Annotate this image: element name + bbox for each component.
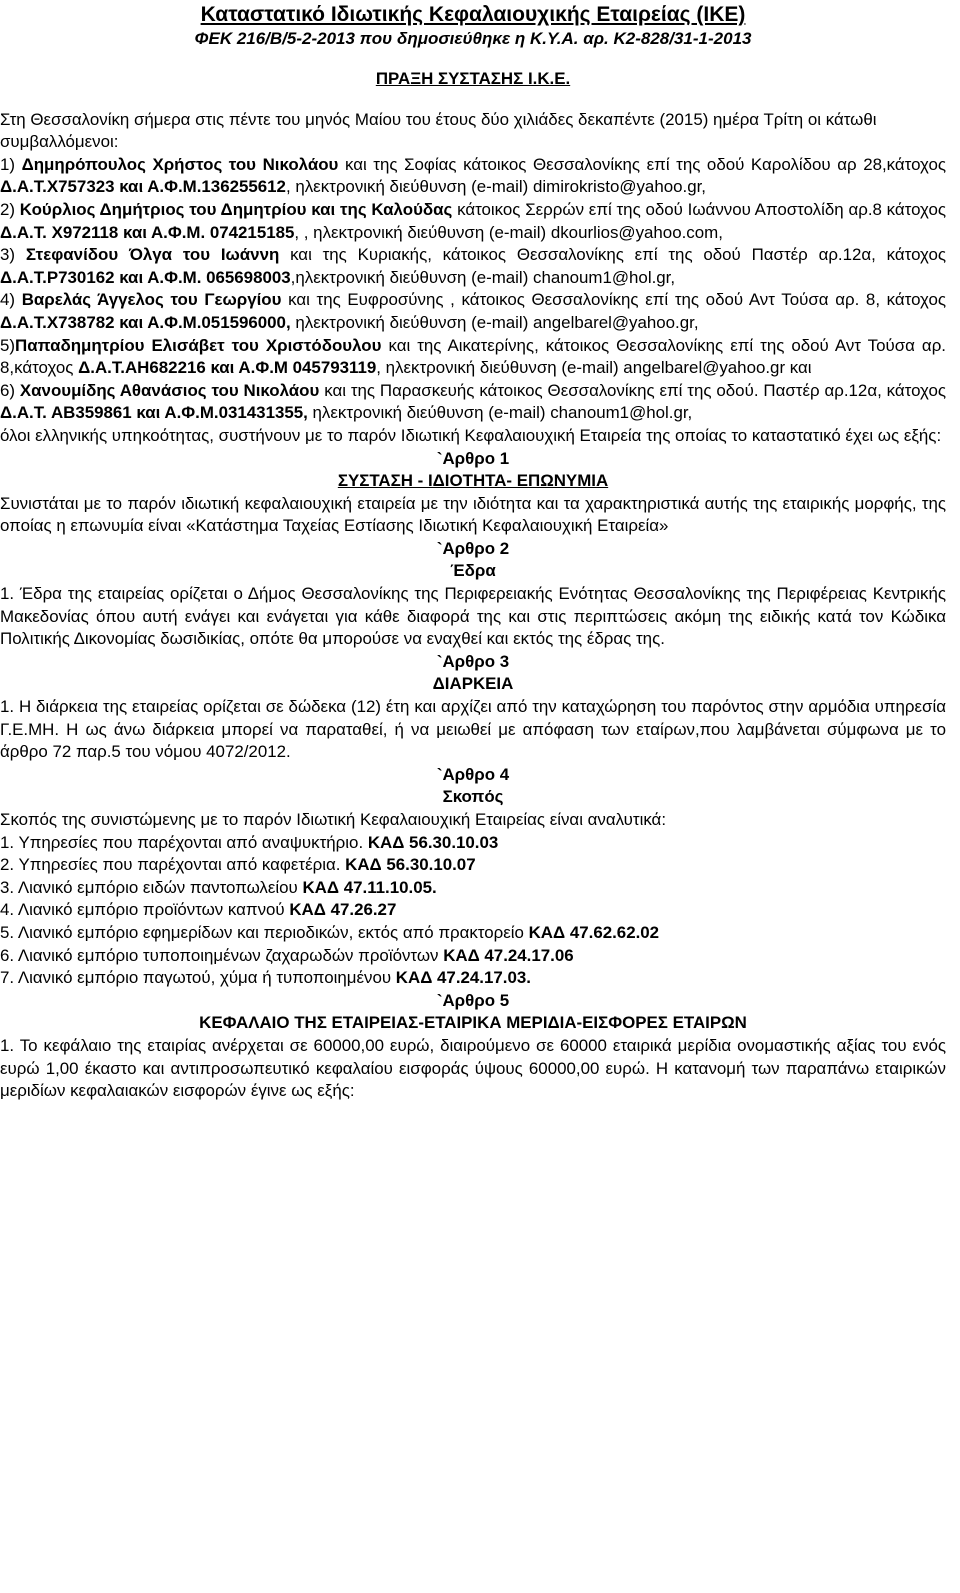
article-heading: `Αρθρο 2 bbox=[436, 538, 510, 558]
partners-list bbox=[0, 154, 946, 425]
partner-details: και της Παρασκευής κάτοικος Θεσσαλονίκης επί της οδού. Παστέρ αρ.12α, κάτοχος bbox=[319, 380, 946, 400]
purpose-text: 4. Λιανικό εμπόριο προϊόντων καπνού bbox=[0, 900, 290, 920]
partner-email: , , ηλεκτρονική διεύθυνση (e-mail) dkourlios@yahoo.com, bbox=[294, 222, 723, 242]
purpose-item bbox=[0, 877, 946, 900]
spacer bbox=[0, 50, 946, 68]
partner-ids: Δ.Α.Τ. ΑΒ359861 και Α.Φ.Μ.031431355, bbox=[0, 403, 308, 423]
spacer bbox=[0, 91, 946, 109]
partner-details: κάτοικος Σερρών επί της οδού Ιωάννου Αποστολίδη αρ.8 κάτοχος bbox=[452, 199, 946, 219]
partner-ids: Δ.Α.Τ.Ρ730162 και Α.Φ.Μ. 065698003 bbox=[0, 267, 291, 287]
purpose-text: 5. Λιανικό εμπόριο εφημερίδων και περιοδικών, εκτός από πρακτορείο bbox=[0, 922, 529, 942]
article-heading: `Αρθρο 1 bbox=[436, 448, 510, 468]
partner-number: 4) bbox=[0, 290, 22, 310]
article-subheading: Σκοπός bbox=[442, 787, 504, 807]
partner-ids: Δ.Α.Τ.ΑΗ682216 και Α.Φ.Μ 045793119 bbox=[78, 358, 377, 378]
document-title: Καταστατικό Ιδιωτικής Κεφαλαιουχικής Εταιρείας (ΙΚΕ) bbox=[200, 3, 746, 26]
purpose-text: 6. Λιανικό εμπόριο τυποποιημένων ζαχαρωδών προϊόντων bbox=[0, 945, 444, 965]
founding-act-heading: ΠΡΑΞΗ ΣΥΣΤΑΣΗΣ Ι.Κ.Ε. bbox=[375, 69, 571, 88]
article-subheading: ΚΕΦΑΛΑΙΟ ΤΗΣ ΕΤΑΙΡΕΙΑΣ-ΕΤΑΙΡΙΚΑ ΜΕΡΙΔΙΑ-ΕΙΣΦΟΡΕΣ ΕΤΑΙΡΩΝ bbox=[199, 1013, 747, 1033]
partner-email: ηλεκτρονική διεύθυνση (e-mail) chanoum1@hol.gr, bbox=[307, 403, 693, 423]
partner-ids: Δ.Α.Τ.Χ738782 και Α.Φ.Μ.051596000, bbox=[0, 312, 291, 332]
kad-code: ΚΑΔ 47.62.62.02 bbox=[528, 922, 660, 942]
partner-ids: Δ.Α.Τ. Χ972118 και Α.Φ.Μ. 074215185 bbox=[0, 222, 295, 242]
closing-paragraph: όλοι ελληνικής υπηκοότητας, συστήνουν με το παρόν Ιδιωτική Κεφαλαιουχική Εταιρεία της οποίας το καταστατικό έχει ως εξής: bbox=[0, 425, 942, 445]
partner-ids: Δ.Α.Τ.Χ757323 και Α.Φ.Μ.136255612 bbox=[0, 177, 286, 197]
partner-number: 3) bbox=[0, 245, 26, 265]
purpose-text: 2. Υπηρεσίες που παρέχονται από καφετέρια. bbox=[0, 855, 346, 875]
partner-name: Κούρλιος Δημήτριος του Δημητρίου και της Καλούδας bbox=[19, 199, 453, 219]
partner-name: Χανουμίδης Αθανάσιος του Νικολάου bbox=[19, 380, 320, 400]
partner-email: ηλεκτρονική διεύθυνση (e-mail) angelbarel@yahoo.gr, bbox=[290, 312, 699, 332]
partner-name: Δημηρόπουλος Χρήστος του Νικολάου bbox=[21, 154, 339, 174]
purpose-item bbox=[0, 945, 946, 968]
partner-entry bbox=[0, 244, 946, 289]
article-heading: `Αρθρο 5 bbox=[436, 990, 510, 1010]
kad-code: ΚΑΔ 47.24.17.06 bbox=[443, 945, 574, 965]
article-text: Συνιστάται με το παρόν ιδιωτική κεφαλαιουχική εταιρεία με την ιδιότητα και τα χαρακτηριστικά αυτής της εταιρικής μορφής, της οποίας η επωνυμία είναι «Κατάστημα Ταχείας Εστίασης Ιδιωτική Κεφαλαιουχική Εταιρεία» bbox=[0, 493, 946, 536]
partner-entry bbox=[0, 335, 946, 380]
partner-entry bbox=[0, 380, 946, 425]
partner-details: και της Ευφροσύνης , κάτοικος Θεσσαλονίκης επί της οδού Αντ Τούσα αρ. 8, κάτοχος bbox=[281, 290, 946, 310]
partner-name: Παπαδημητρίου Ελισάβετ του Χριστόδουλου bbox=[15, 335, 382, 355]
article-5 bbox=[0, 990, 946, 1103]
partner-details: και της Αικατερίνης, κάτοικος Θεσσαλονίκης επί της οδού Αντ Τούσα αρ. 8,κάτοχος bbox=[0, 335, 947, 378]
purpose-item bbox=[0, 832, 946, 855]
partner-number: 2) bbox=[0, 199, 20, 219]
purpose-text: 1. Υπηρεσίες που παρέχονται από αναψυκτήριο. bbox=[0, 832, 368, 852]
article-heading: `Αρθρο 4 bbox=[436, 764, 510, 784]
article-text: 1. Η διάρκεια της εταιρείας ορίζεται σε δώδεκα (12) έτη και αρχίζει από την καταχώρηση του παρόντος στην αρμόδια υπηρεσία Γ.Ε.ΜΗ. Η ως άνω διάρκεια μπορεί να παραταθεί, ή να μειωθεί με απόφαση των εταίρων,που λαμβάνεται σύμφωνα με το άρθρο 72 παρ.5 του νόμου 4072/2012. bbox=[0, 697, 946, 762]
partner-number: 6) bbox=[0, 380, 20, 400]
partner-entry bbox=[0, 289, 946, 334]
partner-number: 5) bbox=[0, 335, 16, 355]
article-3 bbox=[0, 651, 946, 764]
purpose-item bbox=[0, 899, 946, 922]
article-2 bbox=[0, 538, 946, 651]
kad-code: ΚΑΔ 47.26.27 bbox=[289, 900, 397, 920]
kad-code: ΚΑΔ 47.24.17.03. bbox=[395, 968, 531, 988]
kad-code: ΚΑΔ 47.11.10.05. bbox=[302, 877, 437, 897]
article-subheading: ΔΙΑΡΚΕΙΑ bbox=[432, 674, 514, 694]
partner-number: 1) bbox=[0, 154, 22, 174]
intro-paragraph: Στη Θεσσαλονίκη σήμερα στις πέντε του μηνός Μαίου του έτους δύο χιλιάδες δεκαπέντε (2015) ημέρα Τρίτη οι κάτωθι συμβαλλόμενοι: bbox=[0, 109, 877, 152]
partner-details: και της Κυριακής, κάτοικος Θεσσαλονίκης επί της οδού Παστέρ αρ.12α, κάτοχος bbox=[279, 245, 946, 265]
article-1 bbox=[0, 448, 946, 538]
kad-code: ΚΑΔ 56.30.10.07 bbox=[345, 855, 476, 875]
purpose-item bbox=[0, 967, 946, 990]
article-intro: Σκοπός της συνιστώμενης με το παρόν Ιδιωτική Κεφαλαιουχική Εταιρείας είναι αναλυτικά: bbox=[0, 810, 667, 829]
partner-details: και της Σοφίας κάτοικος Θεσσαλονίκης επί της οδού Καρολίδου αρ 28,κάτοχος bbox=[338, 154, 946, 174]
article-text: 1. Το κεφάλαιο της εταιρίας ανέρχεται σε 60000,00 ευρώ, διαιρούμενο σε 60000 εταιρικά μερίδια ονομαστικής αξίας του ενός ευρώ 1,00 έκαστο και αντιπροσωπευτικό κεφαλαίου εισφοράς ύψους 60000,00 ευρώ. Η κατανομή των παραπάνω εταιρικών μεριδίων κεφαλαιακών εισφορών έγινε ως εξής: bbox=[0, 1035, 946, 1101]
article-text: 1. Έδρα της εταιρείας ορίζεται ο Δήμος Θεσσαλονίκης της Περιφερειακής Ενότητας Θεσσαλονίκης της Περιφέρειας Κεντρικής Μακεδονίας όπου αυτή ενάγει και ενάγεται για κάθε διαφορά της και στις περιπτώσεις ακόμη της ειδικής κατά τον Κώδικα Πολιτικής Δικονομίας δωσιδικίας, οπότε θα μπορούσε να εναχθεί και εκτός της έδρας της. bbox=[0, 584, 946, 649]
partner-email: ,ηλεκτρονική διεύθυνση (e-mail) chanoum1@hol.gr, bbox=[290, 267, 676, 287]
partner-name: Στεφανίδου Όλγα του Ιωάννη bbox=[25, 245, 280, 265]
purpose-text: 7. Λιανικό εμπόριο παγωτού, χύμα ή τυποποιημένου bbox=[0, 968, 396, 988]
purpose-item bbox=[0, 854, 946, 877]
partner-email: , ηλεκτρονική διεύθυνση (e-mail) angelbarel@yahoo.gr και bbox=[376, 358, 812, 378]
purpose-text: 3. Λιανικό εμπόριο ειδών παντοπωλείου bbox=[0, 877, 303, 897]
article-subheading: ΣΥΣΤΑΣΗ - ΙΔΙΟΤΗΤΑ- ΕΠΩΝΥΜΙΑ bbox=[337, 471, 609, 491]
article-subheading: Έδρα bbox=[450, 561, 496, 581]
kad-code: ΚΑΔ 56.30.10.03 bbox=[367, 832, 499, 852]
partner-entry bbox=[0, 154, 946, 199]
purpose-item bbox=[0, 922, 946, 945]
fek-reference: ΦΕΚ 216/Β/5-2-2013 που δημοσιεύθηκε η Κ.Υ.Α. αρ. Κ2-828/31-1-2013 bbox=[194, 29, 752, 48]
partner-name: Βαρελάς Άγγελος του Γεωργίου bbox=[21, 290, 282, 310]
article-heading: `Αρθρο 3 bbox=[436, 651, 510, 671]
partner-email: , ηλεκτρονική διεύθυνση (e-mail) dimirokristo@yahoo.gr, bbox=[285, 177, 706, 197]
partner-entry bbox=[0, 199, 946, 244]
article-4 bbox=[0, 764, 946, 990]
